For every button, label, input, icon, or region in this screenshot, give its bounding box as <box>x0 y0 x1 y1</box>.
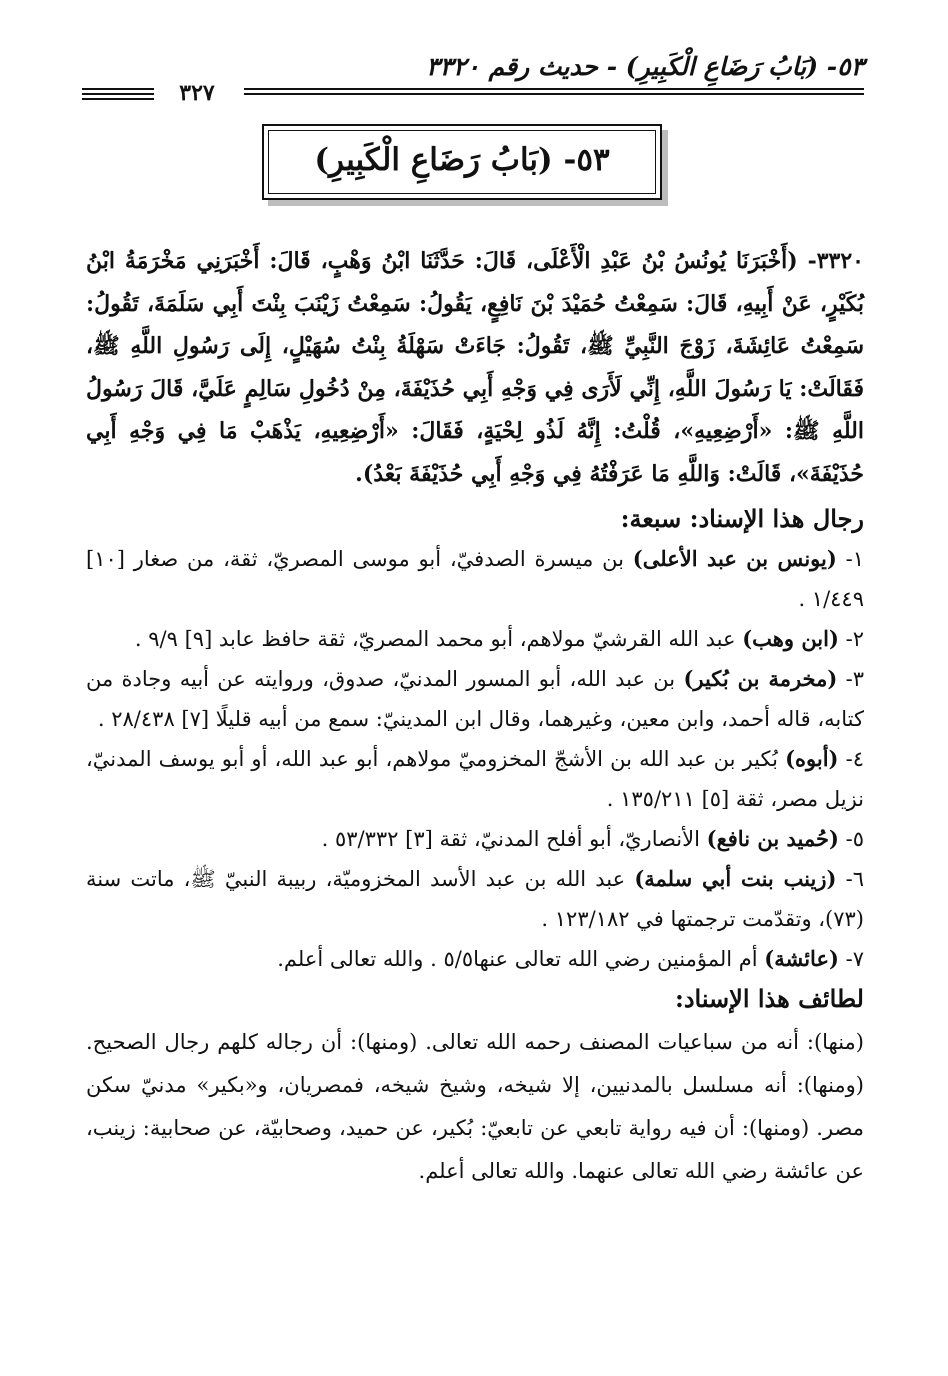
page-number: ٣٢٧ <box>179 80 215 106</box>
page-header <box>82 52 864 106</box>
narrator-description: أم المؤمنين رضي الله تعالى عنها٥/٥ . والله تعالى أعلم. <box>277 947 758 971</box>
narrator-name: (مخرمة بن بُكير) <box>683 666 838 691</box>
narrator-name: (ابن وهب) <box>742 626 839 651</box>
narrator-item <box>86 939 864 979</box>
narrator-item <box>86 659 864 739</box>
narrator-item <box>86 619 864 659</box>
narrator-item <box>86 539 864 619</box>
narrator-name: (أبوه) <box>785 746 839 771</box>
narrator-description: بُكير بن عبد الله بن الأشجّ المخزوميّ مولاهم، أبو عبد الله، أو أبو يوسف المدنيّ، نزيل مصر، ثقة [٥] ١٣٥/٢١١ . <box>86 747 864 811</box>
narrator-number: ٦- <box>845 867 865 891</box>
subtleties-heading: لطائف هذا الإسناد: <box>674 984 864 1013</box>
narrator-name: (يونس بن عبد الأعلى) <box>632 546 837 571</box>
narrator-item <box>86 739 864 819</box>
subtleties-text: (منها): أنه من سباعيات المصنف رحمه الله تعالى. (ومنها): أن رجاله كلهم رجال الصحيح. (ومنها): أنه مسلسل بالمدنيين، إلا شيخه، وشيخ شيخه، فمصريان، و«بكير» مدنيّ سكن مصر. (ومنها): أن فيه رواية تابعي عن تابعيّ: بُكير، عن حميد، وصحابيّة، عن صحابية: زينب، عن عائشة رضي الله تعالى عنهما. والله تعالى أعلم. <box>86 1030 864 1183</box>
narrators-heading: رجال هذا الإسناد: سبعة: <box>620 504 864 533</box>
narrator-number: ١- <box>845 547 864 571</box>
narrator-description: عبد الله بن عبد الأسد المخزوميّة، ربيبة النبيّ ﷺ، ماتت سنة (٧٣)، وتقدّمت ترجمتها في ١٢٣/١٨٢ . <box>86 867 864 931</box>
narrator-description: بن عبد الله، أبو المسور المدنيّ، صدوق، وروايته عن أبيه وجادة من كتابه، قاله أحمد، وابن معين، وغيرهما، وقال ابن المدينيّ: سمع من أبيه قليلًا [٧] ٢٨/٤٣٨ . <box>86 667 864 731</box>
narrator-description: بن ميسرة الصدفيّ، أبو موسى المصريّ، ثقة، من صغار [١٠] ١/٤٤٩ . <box>86 547 864 611</box>
chapter-title: ٥٣- (بَابُ رَضَاعِ الْكَبِيرِ) <box>314 142 610 178</box>
hadith-text: ٣٣٢٠- (أَخْبَرَنَا يُونُسُ بْنُ عَبْدِ الْأَعْلَى، قَالَ: حَدَّثَنَا ابْنُ وَهْبٍ، قَالَ: أَخْبَرَنِي مَخْرَمَةُ ابْنُ بُكَيْرٍ، عَنْ أَبِيهِ، قَالَ: سَمِعْتُ حُمَيْدَ بْنَ نَافِعٍ، يَقُولُ: سَمِعْتُ زَيْنَبَ بِنْتَ أَبِي سَلَمَةَ، تَقُولُ: سَمِعْتُ عَائِشَةَ، زَوْجَ النَّبِيِّ ﷺ، تَقُولُ: جَاءَتْ سَهْلَةُ بِنْتُ سُهَيْلٍ، إِلَى رَسُولِ اللَّهِ ﷺ، فَقَالَتْ: يَا رَسُولَ اللَّهِ، إِنِّي لَأَرَى فِي وَجْهِ أَبِي حُذَيْفَةَ، مِنْ دُخُولِ سَالِمٍ عَلَيَّ، قَالَ رَسُولُ اللَّهِ ﷺ: «أَرْضِعِيهِ»، قُلْتُ: إِنَّهُ لَذُو لِحْيَةٍ، فَقَالَ: «أَرْضِعِيهِ، يَذْهَبْ مَا فِي وَجْهِ أَبِي حُذَيْفَةَ»، قَالَتْ: وَاللَّهِ مَا عَرَفْتُهُ فِي وَجْهِ أَبِي حُذَيْفَةَ بَعْدُ). <box>86 248 865 487</box>
narrator-item <box>86 819 864 859</box>
narrator-number: ٣- <box>845 667 864 691</box>
narrator-description: الأنصاريّ، أبو أفلح المدنيّ، ثقة [٣] ٥٣/٣٣٢ . <box>321 827 700 851</box>
narrator-number: ٥- <box>845 827 864 851</box>
narrators-list <box>86 539 864 979</box>
narrator-description: عبد الله القرشيّ مولاهم، أبو محمد المصريّ، ثقة حافظ عابد [٩] ٩/٩ . <box>134 627 736 651</box>
running-title: ٥٣- (بَابُ رَضَاعِ الْكَبِيرِ) - حديث رقم ٣٣٢٠ <box>426 52 864 81</box>
narrator-name: (عائشة) <box>764 946 839 971</box>
narrator-name: (زينب بنت أبي سلمة) <box>634 866 837 891</box>
main-content <box>86 240 864 1193</box>
narrator-item <box>86 859 864 939</box>
header-rule-left <box>82 88 154 103</box>
narrator-name: (حُميد بن نافع) <box>706 826 839 851</box>
narrator-number: ٤- <box>845 747 864 771</box>
header-rule-right <box>244 88 864 98</box>
narrator-number: ٧- <box>845 947 864 971</box>
narrator-number: ٢- <box>845 627 864 651</box>
chapter-title-box <box>262 124 662 200</box>
